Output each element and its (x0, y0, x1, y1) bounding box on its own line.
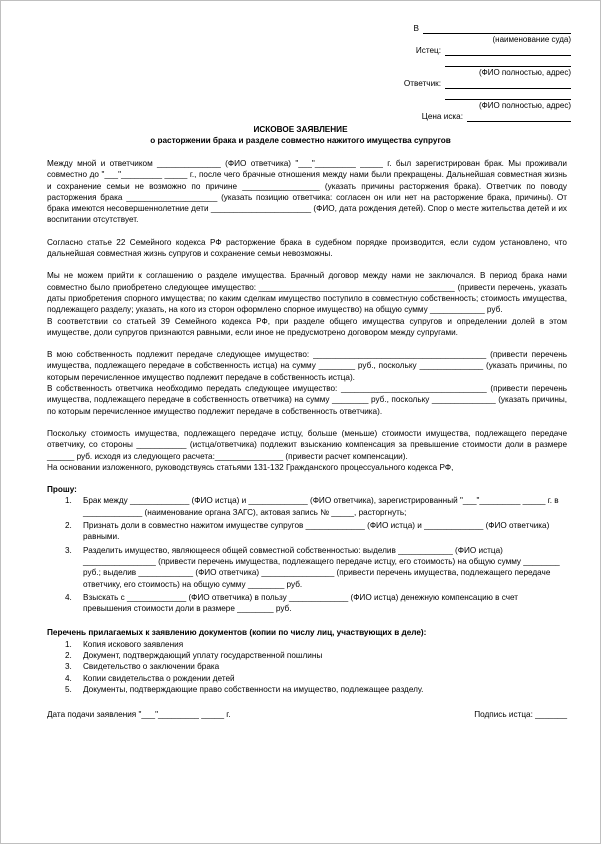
attachment-number: 4. (65, 673, 72, 683)
request-item-number: 1. (65, 496, 72, 506)
attachment-text: Копии свидетельства о рождении детей (83, 673, 235, 683)
attachments-heading: Перечень прилагаемых к заявлению документов (копии по числу лиц, участвующих в деле): (47, 628, 427, 638)
plaintiff-sub: (ФИО полностью, адрес) (478, 68, 571, 77)
defendant-blank (445, 80, 571, 89)
attachment-item (47, 684, 567, 695)
defendant-blank-2 (445, 91, 571, 100)
request-item-text: Разделить имущество, являющееся общей совместной собственностью: выделив ____________ (ФИО истца) ________________ (привести перечень имущества, подлежащего передаче истцу, его стоимость) на общую сумму ________ руб.; выделив ____________ (ФИО ответчика) ________________ (привести перечень имущества, подлежащего передаче ответчику, его стоимость) на общую сумму ________ руб. (83, 545, 560, 589)
attachment-text: Копия искового заявления (83, 639, 184, 649)
paragraph-compensation: Поскольку стоимость имущества, подлежащего передаче истцу, больше (меньше) стоимости имущества, подлежащего передаче ответчику, со стороны ___________ (истца/ответчика) подлежит взысканию компенсация за превышение стоимости доли в размере ______ руб. исходя из следующего расчета:_______________ (привести расчет компенсации). (47, 428, 567, 461)
title-line-2: о расторжении брака и разделе совместно нажитого имущества супругов (150, 136, 451, 146)
request-item-text: Признать доли в совместно нажитом имуществе супругов _____________ (ФИО истца) и _____________ (ФИО ответчика) равными. (83, 521, 550, 542)
request-item-text: Взыскать с _____________ (ФИО ответчика) в пользу _____________ (ФИО истца) денежную компенсацию в счет превышения стоимости доли в размере ________ руб. (83, 592, 519, 614)
request-item-number: 2. (65, 521, 72, 531)
paragraph-article-39: В соответствии со статьей 39 Семейного кодекса РФ, при разделе общего имущества супругов и определении долей в этом имуществе, доли супругов признаются равными, если иное не предусмотрено договором между супругами. (47, 316, 567, 337)
paragraph-legal-basis: На основании изложенного, руководствуясь статьями 131-132 Гражданского процессуального кодекса РФ, (47, 462, 454, 472)
attachment-number: 1. (65, 639, 72, 649)
plaintiff-blank (445, 47, 571, 56)
title-line-1: ИСКОВОЕ ЗАЯВЛЕНИЕ (253, 125, 348, 134)
request-item-number: 4. (65, 592, 72, 602)
defendant-row (381, 78, 571, 89)
defendant-sub: (ФИО полностью, адрес) (478, 101, 571, 110)
attachment-item (47, 650, 567, 661)
court-sub: (наименование суда) (492, 35, 571, 44)
paragraph-marriage: Между мной и ответчиком ______________ (ФИО ответчика) "___"_________ _____ г. был зарегистрирован брак. Мы проживали совместно до "___"_________ _____ г., после чего брачные отношения между нами были прекращены. Дальнейшая совместная жизнь и сохранение семьи не возможно по причине _________________ (указать причины расторжения брака). Ответчик по поводу расторжения брака ____________________ (указать позицию ответчика: согласен он или нет на расторжение брака, причины). От брака имеются несовершеннолетние дети ______________________ (ФИО, дата рождения детей). Спор о месте жительства детей и их воспитании отсутствует. (47, 159, 567, 225)
price-blank (467, 113, 571, 122)
request-item-text: Брак между _____________ (ФИО истца) и _____________ (ФИО ответчика), зарегистрированный "___"_________ _____ г. в _____________ (наименование органа ЗАГС), актовая запись № _____, расторгнуть; (83, 496, 559, 517)
attachment-text: Документы, подтверждающие право собственности на имущество, подлежащее разделу. (83, 684, 424, 694)
document-body (47, 158, 567, 720)
paragraph-plaintiff-property: В мою собственность подлежит передаче следующее имущество: ______________________________________ (привести перечень имущества, подлежащего передаче в собственность истца) на сумму ________ руб., поскольку ______________ (указать причины, по которым перечисленное имущество подлежит передаче в собственность истца). (47, 350, 567, 382)
request-item (47, 592, 567, 615)
attachment-number: 2. (65, 650, 72, 660)
paragraph-property: Мы не можем прийти к соглашению о разделе имущества. Брачный договор между нами не заключался. В период брака нами совместно было приобретено следующее имущество: ___________________________________________ (привести перечень, указать даты приобретения спорного имущества; по каким сделкам имущество поступило в совместную собственность; стоимость имущества, подлежащего разделу; указать, на кого из сторон оформлено спорное имущество) на общую сумму ____________ руб. (47, 271, 567, 315)
attachment-text: Документ, подтверждающий уплату государственной пошлины (83, 650, 323, 660)
plaintiff-label: Истец: (415, 45, 441, 55)
request-item-number: 3. (65, 545, 72, 555)
attachment-text: Свидетельство о заключении брака (83, 662, 220, 672)
court-blank (423, 25, 571, 34)
plaintiff-blank-2 (445, 58, 571, 67)
defendant-label: Ответчик: (403, 78, 441, 88)
attachment-item (47, 673, 567, 684)
attachment-number: 5. (65, 684, 72, 694)
attachment-item (47, 639, 567, 650)
submission-date: Дата подачи заявления "___"_________ _____ г. (47, 710, 231, 720)
request-heading: Прошу: (47, 485, 77, 495)
attachment-number: 3. (65, 662, 72, 672)
paragraph-defendant-property: В собственность ответчика необходимо передать следующее имущество: ________________________________ (привести перечень имущества, подлежащего передаче в собственность ответчика) на сумму ________ руб., поскольку ______________ (указать причины, по которым перечисленное имущество подлежит передаче в собственность ответчика). (47, 384, 567, 416)
paragraph-article-22: Согласно статье 22 Семейного кодекса РФ расторжение брака в судебном порядке производится, если судом установлено, что дальнейшая совместная жизнь супругов и сохранение семьи невозможны. (47, 237, 567, 259)
defendant-row-2 (381, 89, 571, 100)
request-item (47, 520, 567, 543)
footer (47, 709, 567, 720)
price-label: Цена иска: (421, 111, 463, 121)
plaintiff-row (381, 45, 571, 56)
price-row (381, 111, 571, 122)
header-block (381, 23, 571, 122)
request-item (47, 495, 567, 518)
court-row (381, 23, 571, 34)
attachment-item (47, 661, 567, 672)
attachments-list (47, 639, 567, 695)
plaintiff-row-2 (381, 56, 571, 67)
request-list (47, 495, 567, 614)
plaintiff-signature: Подпись истца: _______ (474, 710, 567, 720)
document-title (1, 124, 600, 147)
court-label: В (413, 23, 419, 33)
request-item (47, 545, 567, 590)
